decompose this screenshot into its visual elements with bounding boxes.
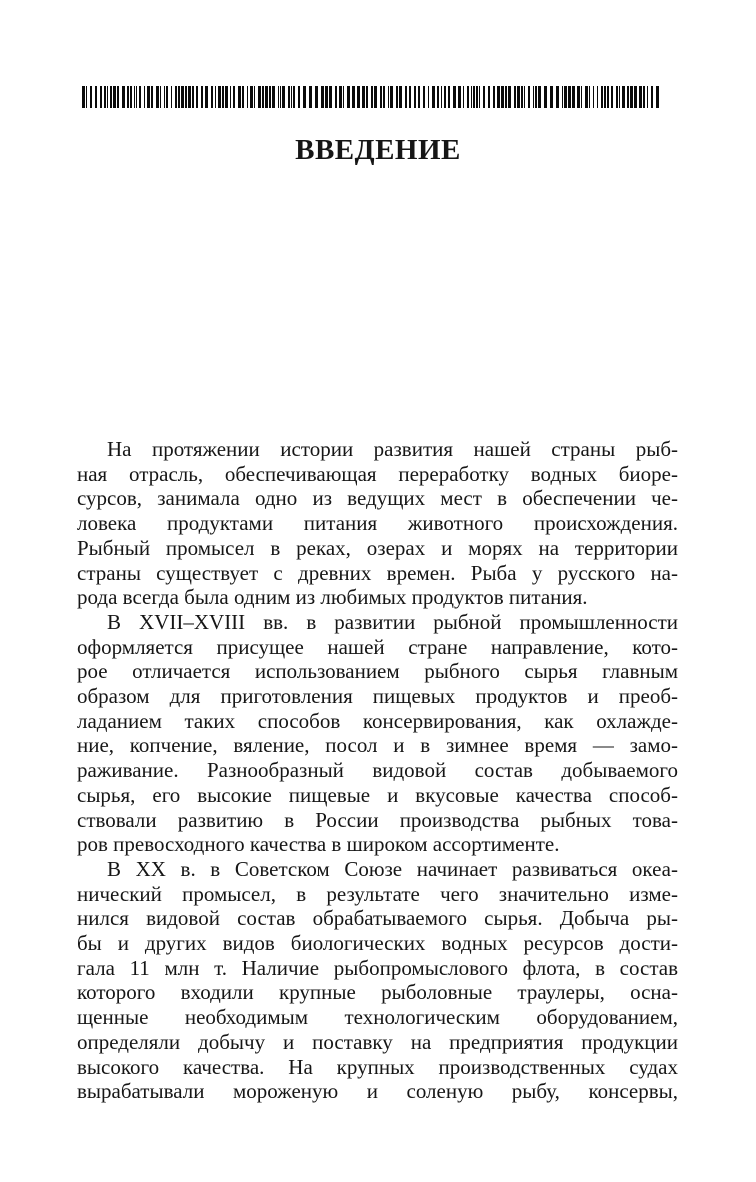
text-line: рода всегда была одним из любимых продуктов питания. <box>77 585 588 610</box>
text-line: На протяжении истории развития нашей страны рыб- <box>107 437 678 461</box>
text-line: рое отличается использованием рыбного сырья главным <box>77 659 678 684</box>
text-line: оформляется присущее нашей стране направление, кото- <box>77 634 678 659</box>
text-line: образом для приготовления пищевых продуктов и преоб- <box>77 684 678 709</box>
text-line: гала 11 млн т. Наличие рыбопромыслового флота, в состав <box>77 955 678 980</box>
text-line: сурсов, занимала одно из ведущих мест в обеспечении че- <box>77 486 678 511</box>
text-line: которого входили крупные рыболовные траулеры, осна- <box>77 980 678 1005</box>
text-line: ние, копчение, вяление, посол и в зимнее время — замо- <box>77 733 678 758</box>
text-line: ная отрасль, обеспечивающая переработку водных биоре- <box>77 461 678 486</box>
text-line: ладанием таких способов консервирования, как охлажде- <box>77 708 678 733</box>
chapter-title: ВВЕДЕНИЕ <box>295 134 461 166</box>
text-line: В XVII–XVIII вв. в развитии рыбной промышленности <box>107 609 678 634</box>
paragraph <box>77 437 678 610</box>
text-line: щенные необходимым технологическим оборудованием, <box>77 1005 678 1030</box>
barcode-strip-graphic <box>82 86 662 108</box>
text-line: ловека продуктами питания животного происхождения. <box>77 511 678 536</box>
paragraph <box>77 610 678 857</box>
text-line: нился видовой состав обрабатываемого сырья. Добыча ры- <box>77 906 678 931</box>
text-line: сырья, его высокие пищевые и вкусовые качества способ- <box>77 782 678 807</box>
text-line: страны существует с древних времен. Рыба у русского на- <box>77 560 678 585</box>
text-line: бы и других видов биологических водных ресурсов дости- <box>77 931 678 956</box>
text-line: В XX в. в Советском Союзе начинает развиваться океа- <box>107 856 678 881</box>
text-line: высокого качества. На крупных производственных судах <box>77 1054 678 1079</box>
text-line: Рыбный промысел в реках, озерах и морях на территории <box>77 535 678 560</box>
text-line: вырабатывали мороженую и соленую рыбу, консервы, <box>77 1079 678 1104</box>
text-line: нический промысел, в результате чего значительно изме- <box>77 881 678 906</box>
barcode-ornament <box>82 86 662 108</box>
text-line: определяли добычу и поставку на предприятия продукции <box>77 1029 678 1054</box>
paragraph <box>77 857 678 1104</box>
text-line: раживание. Разнообразный видовой состав добываемого <box>77 758 678 783</box>
text-line: ствовали развитию в России производства рыбных това- <box>77 807 678 832</box>
body-text <box>77 437 678 1104</box>
text-line: ров превосходного качества в широком ассортименте. <box>77 832 560 857</box>
